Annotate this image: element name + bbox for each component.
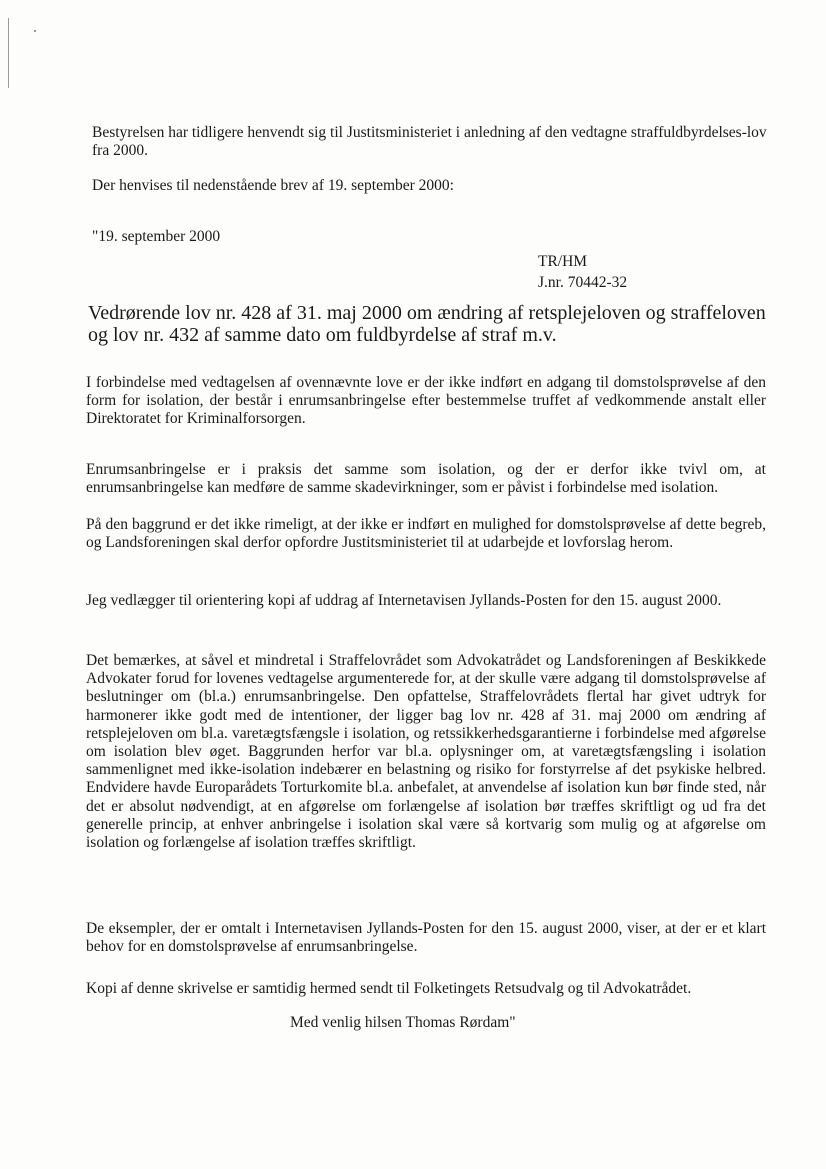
signature: Med venlig hilsen Thomas Rørdam" (290, 1014, 516, 1031)
body-paragraph-3: På den baggrund er det ikke rimeligt, at der ikke er indført en mulighed for domstolsprøvelse af dette begreb, og Landsforeningen skal derfor opfordre Justitsministeriet til at udarbejde et lovforslag herom. (86, 516, 766, 552)
reference-initials: TR/HM (538, 253, 588, 270)
body-paragraph-6: De eksempler, der er omtalt i Internetavisen Jyllands-Posten for den 15. august 2000, viser, at der er et klart behov for en domstolsprøvelse af enrumsanbringelse. (86, 920, 766, 956)
body-paragraph-5: Det bemærkes, at såvel et mindretal i Straffelovrådet som Advokatrådet og Landsforeningen af Beskikkede Advokater forud for lovenes vedtagelse argumenterede for, at der skulle være adgang til domstolsprøvelse af beslutninger om (bl.a.) enrumsanbringelse. Den opfattelse, Straffelovrådets flertal har givet udtryk for harmonerer ikke godt med de intentioner, der ligger bag lov nr. 428 af 31. maj 2000 om ændring af retsplejeloven om bl.a. varetægtsfængsle i isolation, og retssikkerhedsgarantierne i forbindelse med afgørelse om isolation blev øget. Baggrunden herfor var bl.a. oplysninger om, at varetægtsfængsling i isolation sammenlignet med ikke-isolation indebærer en belastning og risiko for forstyrrelse af det psykiske helbred. Endvidere havde Europarådets Torturkomite bl.a. anbefalet, at anvendelse af isolation kun bør finde sted, når det er absolut nødvendigt, at en afgørelse om forlængelse af isolation bør træffes skriftligt og ud fra det generelle princip, at enhver anbringelse i isolation skal være så kortvarig som mulig og at afgørelse om isolation og forlængelse af isolation træffes skriftligt. (86, 652, 766, 852)
letter-date: "19. september 2000 (92, 228, 221, 245)
body-paragraph-2: Enrumsanbringelse er i praksis det samme som isolation, og der er derfor ikke tvivl om, at enrumsanbringelse kan medføre de samme skadevirkninger, som er påvist i forbindelse med isolation. (86, 461, 766, 497)
journal-number: J.nr. 70442-32 (538, 274, 628, 291)
reference-to-letter: Der henvises til nedenstående brev af 19. september 2000: (92, 177, 454, 194)
subject-heading: Vedrørende lov nr. 428 af 31. maj 2000 om ændring af retsplejeloven og straffeloven og lov nr. 432 af samme dato om fuldbyrdelse af straf m.v. (88, 302, 766, 346)
intro-paragraph: Bestyrelsen har tidligere henvendt sig til Justitsministeriet i anledning af den vedtagne straffuldbyrdelses-lov fra 2000. (92, 124, 767, 159)
body-paragraph-4: Jeg vedlægger til orientering kopi af uddrag af Internetavisen Jyllands-Posten for den 15. august 2000. (86, 592, 722, 609)
scan-edge-mark (8, 18, 9, 88)
body-paragraph-7: Kopi af denne skrivelse er samtidig hermed sendt til Folketingets Retsudvalg og til Advokatrådet. (86, 980, 692, 997)
scan-dust-mark (34, 30, 36, 32)
body-paragraph-1: I forbindelse med vedtagelsen af ovennævnte love er der ikke indført en adgang til domstolsprøvelse af den form for isolation, der består i enrumsanbringelse efter bestemmelse truffet af vedkommende anstalt eller Direktoratet for Kriminalforsorgen. (86, 374, 766, 428)
